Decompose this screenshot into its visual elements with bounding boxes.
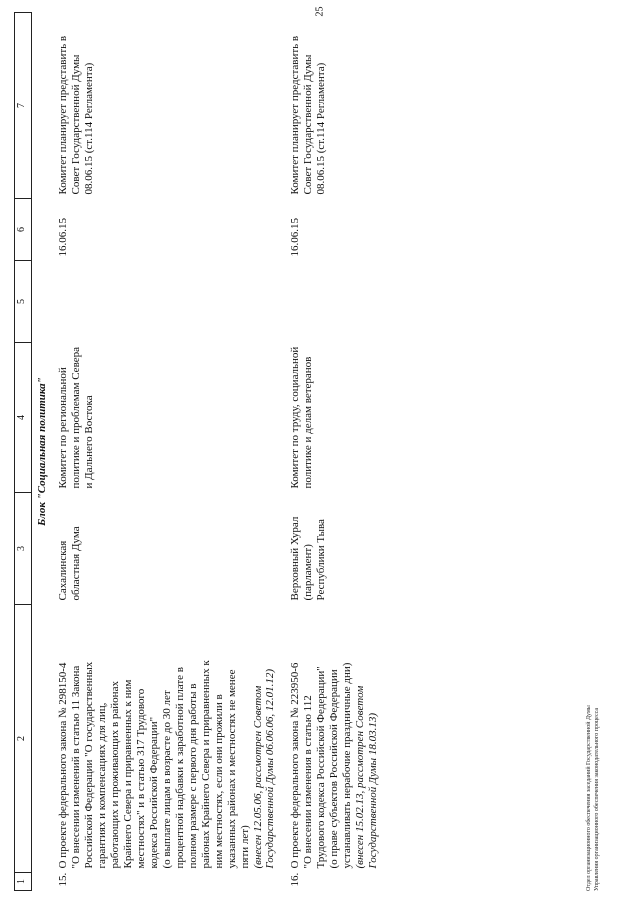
bill-line: (о праве субъектов Российской Федерации: [327, 669, 340, 869]
bill-citation-line: (внесен 12.05.06, рассмотрен Советом: [251, 685, 264, 869]
agenda-sheet: [14, 13, 626, 891]
bill-line: пяти лет): [238, 825, 251, 869]
header-cell-5: 5: [15, 261, 32, 343]
bill-line: указанных районах и местностях не менее: [225, 669, 238, 869]
footer-line-1: Отдел организационного обеспечения заседаний Государственной Думы: [586, 705, 592, 891]
bill-description: [287, 605, 382, 873]
bill-line: О проекте федерального закона № 223950-6: [288, 662, 301, 869]
row-number: 15.: [56, 872, 69, 887]
column-5-value: [287, 261, 382, 343]
status-note: Комитет планирует представить в Совет Государственной Думы 08.06.15 (ст.114 Регламента): [288, 35, 327, 195]
column-5-value: [55, 261, 287, 343]
bill-line: "О внесении изменений в статью 11 Закона: [69, 665, 82, 869]
header-cell-4: 4: [15, 343, 32, 493]
bill-line: Российской Федерации "О государственных: [82, 661, 95, 869]
bill-author: Верховный Хурал (парламент) Республики Тыва: [288, 516, 327, 601]
responsible-committee: Комитет по труду, социальной политике и делам ветеранов: [288, 346, 314, 489]
header-cell-2: 2: [15, 605, 32, 873]
bill-line: местностях" и в статью 317 Трудового: [134, 688, 147, 869]
status-note: Комитет планирует представить в Совет Государственной Думы 08.06.15 (ст.114 Регламента): [56, 35, 95, 195]
bills-table: [14, 12, 382, 891]
bill-line: Трудового кодекса Российской Федерации": [314, 666, 327, 869]
bill-citation-line: Государственной Думы 06.06.06, 12.01.12): [264, 668, 277, 869]
bill-line: работающих и проживающих в районах: [108, 681, 121, 869]
bill-author: Сахалинская областная Дума: [56, 526, 82, 601]
bill-line: районах Крайнего Севера и приравненных к: [199, 660, 212, 869]
bill-citation-line: (внесен 15.02.13, рассмотрен Советом: [353, 685, 366, 869]
bill-line: (о выплате лицам в возрасте до 30 лет: [160, 690, 173, 869]
header-cell-3: 3: [15, 493, 32, 605]
bill-citation-line: Государственной Думы 18.03.13): [366, 712, 379, 869]
header-row: [15, 13, 32, 891]
bill-line: Крайнего Севера и приравненных к ним: [121, 679, 134, 869]
table-row: [287, 13, 382, 891]
bill-description: [55, 605, 287, 873]
row-number: 16.: [288, 872, 301, 887]
bill-line: устанавливать нерабочие праздничные дни): [340, 662, 353, 869]
section-title: Блок "Социальная политика": [36, 377, 48, 526]
page-number: 25: [314, 6, 326, 17]
bill-line: полном размере с первого дня работы в: [186, 683, 199, 869]
bill-line: кодекса Российской Федерации": [147, 716, 160, 869]
footer-line-2: Управления организационного обеспечения законодательного процесса: [593, 707, 600, 891]
deadline-date: 16.06.15: [288, 218, 301, 257]
bill-line: процентной надбавки к заработной плате в: [173, 667, 186, 869]
header-cell-7: 7: [15, 13, 32, 199]
header-cell-6: 6: [15, 199, 32, 261]
section-row: [32, 13, 55, 891]
responsible-committee: Комитет по региональной политике и проблемам Севера и Дальнего Востока: [56, 347, 95, 489]
bill-line: гарантиях и компенсациях для лиц,: [95, 702, 108, 869]
bill-line: "О внесении изменения в статью 112: [301, 695, 314, 869]
bill-line: ним местностях, если они прожили в: [212, 694, 225, 869]
header-cell-1: 1: [15, 873, 32, 891]
deadline-date: 16.06.15: [56, 218, 69, 257]
table-row: [55, 13, 287, 891]
bill-line: О проекте федерального закона № 298150-4: [56, 662, 69, 869]
document-footer: [586, 591, 601, 891]
